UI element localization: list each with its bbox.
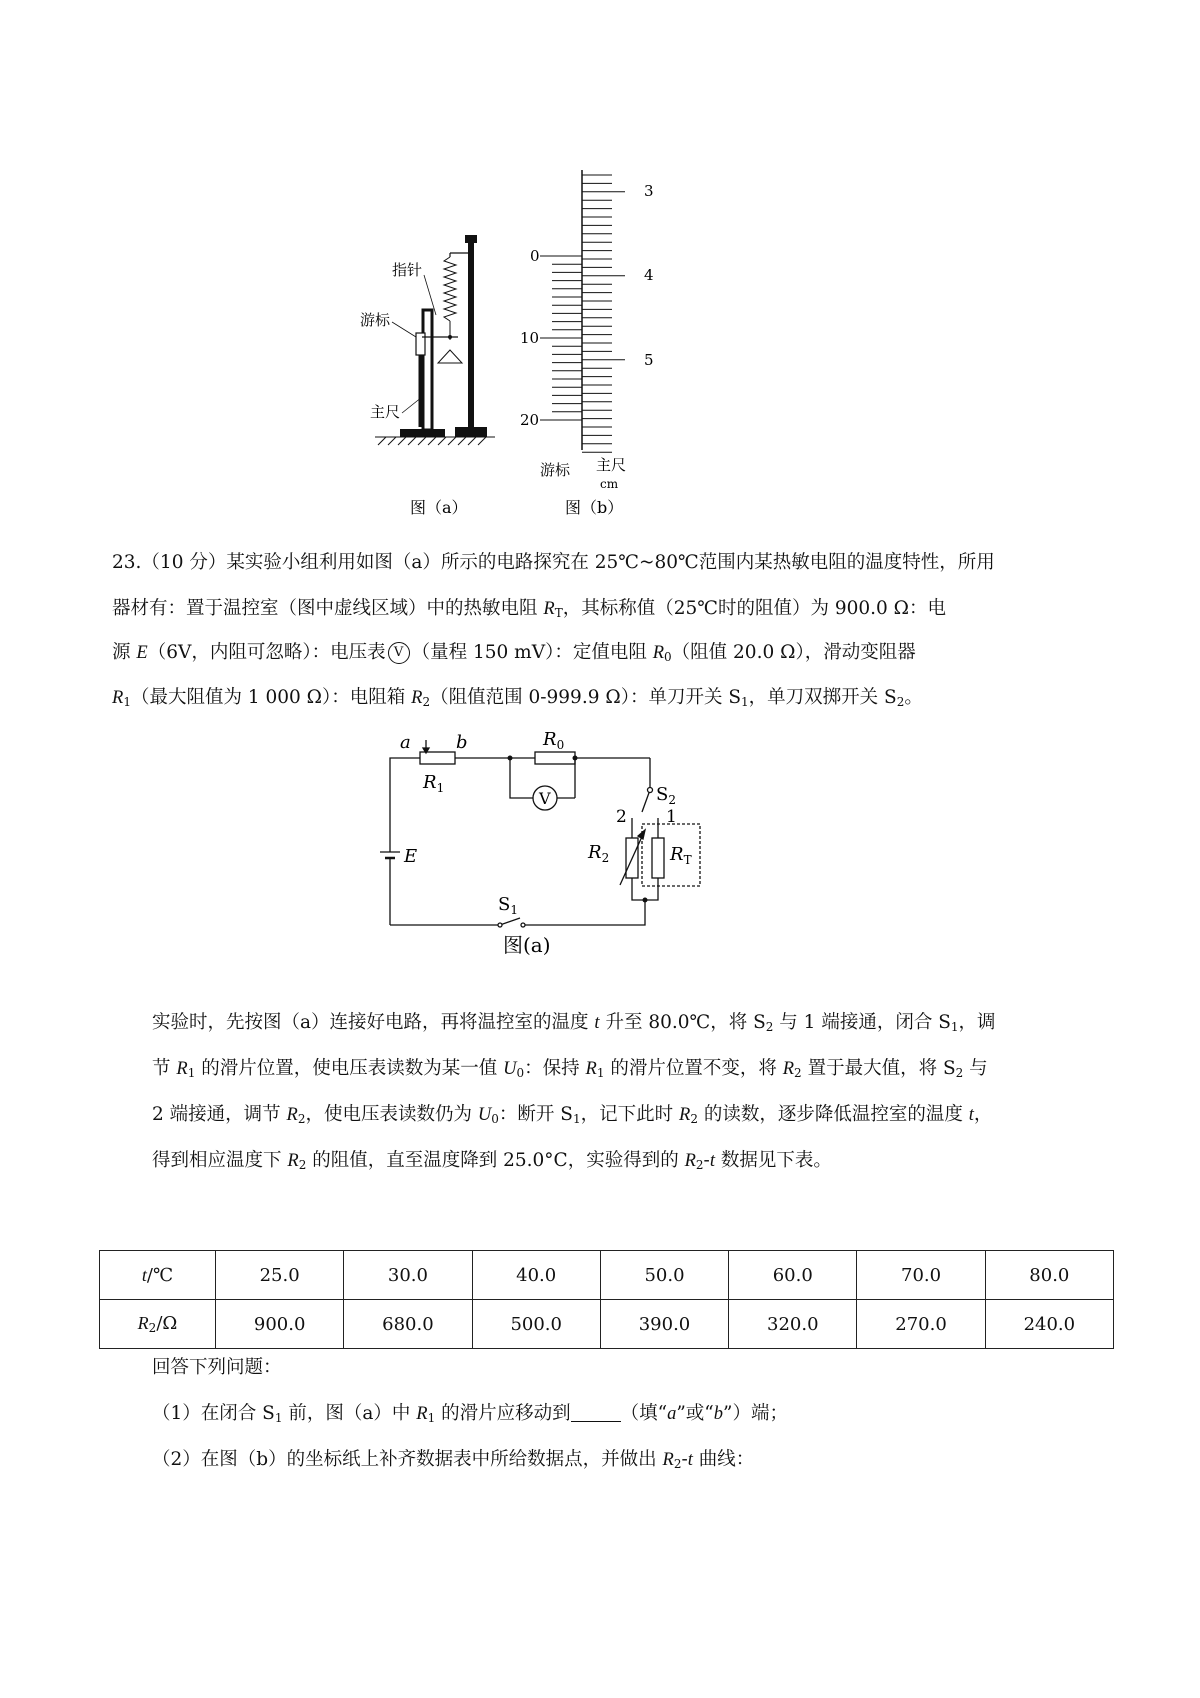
label-S1: $S_1$ <box>498 894 518 917</box>
label-S2: $S_2$ <box>656 784 676 807</box>
vernier-scale-20: 20 <box>520 411 540 429</box>
table-cell: 390.0 <box>600 1300 728 1349</box>
table-cell: 270.0 <box>857 1300 985 1349</box>
spring <box>444 257 456 321</box>
label-2: 2 <box>616 807 627 827</box>
main-scale-4: 4 <box>644 266 654 284</box>
label-unit-cm: cm <box>600 477 619 491</box>
main-scale-ticks <box>582 175 625 452</box>
table-header-r2: $R_2/\Omega$ <box>100 1300 216 1349</box>
table-cell: 30.0 <box>344 1251 472 1300</box>
table-cell: 70.0 <box>857 1251 985 1300</box>
weight-pan <box>438 350 462 363</box>
table-cell: 680.0 <box>344 1300 472 1349</box>
label-vernier-b: 游标 <box>540 461 571 479</box>
label-R1: $R_1$ <box>423 772 445 795</box>
label-pointer: 指针 <box>392 261 423 279</box>
main-scale-5: 5 <box>644 351 654 369</box>
q23-line-2: 器材有：置于温控室（图中虚线区域）中的热敏电阻 $R_T$，其标称值（25℃时的阻值）为 900.0 Ω：电 <box>112 598 947 620</box>
label-R2: $R_2$ <box>588 842 610 865</box>
answer-blank[interactable] <box>571 1403 621 1422</box>
label-main-b: 主尺 <box>596 456 627 474</box>
table-row-r2 <box>100 1300 1114 1349</box>
stand-pole <box>468 240 474 430</box>
caption-fig-a: 图（a） <box>410 498 468 517</box>
table-cell: 60.0 <box>729 1251 857 1300</box>
q23-line-4: $R_1$（最大阻值为 1 000 Ω）：电阻箱 $R_2$（阻值范围 0-999.9 Ω）：单刀开关 $S_1$，单刀双掷开关 $S_2$。 <box>112 687 923 709</box>
vernier-slider <box>416 333 425 355</box>
main-scale-3: 3 <box>644 182 654 200</box>
voltmeter-icon: V <box>388 642 410 664</box>
main-ruler <box>423 310 432 430</box>
r2-t-data-table <box>99 1250 1114 1349</box>
table-cell: 240.0 <box>985 1300 1113 1349</box>
thermistor-RT <box>652 838 664 878</box>
table-cell: 900.0 <box>216 1300 344 1349</box>
label-a: a <box>400 732 411 753</box>
exp-line-1: 实验时，先按图（a）连接好电路，再将温控室的温度 t 升至 80.0℃，将 $S_2$ 与 1 端接通，闭合 $S_1$，调 <box>152 1012 996 1034</box>
table-cell: 500.0 <box>472 1300 600 1349</box>
circuit-diagram <box>380 730 730 960</box>
label-RT: $R_T$ <box>670 844 692 867</box>
resistor-R1 <box>420 752 455 764</box>
q23-line-3: 源 E（6V，内阻可忽略）：电压表 V （量程 150 mV）：定值电阻 $R_0$（阻值 20.0 Ω），滑动变阻器 <box>112 642 916 664</box>
table-cell: 25.0 <box>216 1251 344 1300</box>
vernier-scale-10: 10 <box>520 329 540 347</box>
ground-hatch <box>375 437 495 445</box>
table-cell: 320.0 <box>729 1300 857 1349</box>
vernier-scale-ticks <box>540 256 582 420</box>
caption-fig-b: 图（b） <box>565 498 624 517</box>
label-vernier-a: 游标 <box>360 311 391 329</box>
answer-prompt: 回答下列问题： <box>152 1357 282 1378</box>
q23-line-1: 23.（10 分）某实验小组利用如图（a）所示的电路探究在 25℃~80℃范围内某热敏电阻的温度特性，所用 <box>112 552 995 573</box>
label-1: 1 <box>666 807 677 827</box>
circuit-caption: 图(a) <box>503 933 551 957</box>
exp-line-4: 得到相应温度下 $R_2$ 的阻值，直至温度降到 25.0°C，实验得到的 $R_2-t$ 数据见下表。 <box>152 1150 832 1172</box>
table-cell: 40.0 <box>472 1251 600 1300</box>
label-b: b <box>456 732 468 753</box>
label-main-a: 主尺 <box>370 403 401 421</box>
sub-question-2: （2）在图（b）的坐标纸上补齐数据表中所给数据点，并做出 $R_2-t$ 曲线： <box>152 1449 755 1471</box>
sub-question-1: （1）在闭合 $S_1$ 前，图（a）中 $R_1$ 的滑片应移动到 （填“a”或“b”）端； <box>152 1403 788 1425</box>
voltmeter-label: V <box>539 789 551 808</box>
table-cell: 80.0 <box>985 1251 1113 1300</box>
table-row-t <box>100 1251 1114 1300</box>
table-header-t: t/℃ <box>100 1251 216 1300</box>
exp-line-2: 节 $R_1$ 的滑片位置，使电压表读数为某一值 $U_0$：保持 $R_1$ 的滑片位置不变，将 $R_2$ 置于最大值，将 $S_2$ 与 <box>152 1058 988 1080</box>
resistor-R0 <box>535 752 575 764</box>
vernier-scale-0: 0 <box>530 247 540 265</box>
label-R0: $R_0$ <box>543 730 565 752</box>
exp-line-3: 2 端接通，调节 $R_2$，使电压表读数仍为 $U_0$：断开 $S_1$，记下此时 $R_2$ 的读数，逐步降低温控室的温度 t， <box>152 1104 993 1126</box>
table-cell: 50.0 <box>600 1251 728 1300</box>
label-E: E <box>404 846 418 867</box>
figure-vernier-apparatus <box>360 165 680 525</box>
